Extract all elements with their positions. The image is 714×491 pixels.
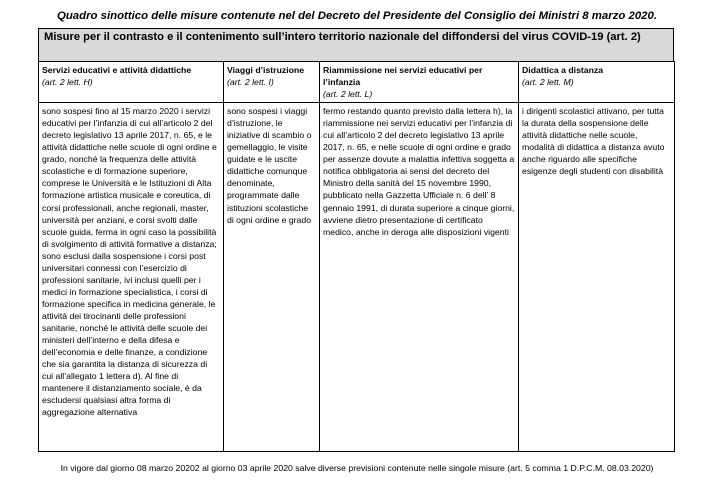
column-heading-cell (39, 62, 224, 103)
column-heading-cell (320, 62, 519, 103)
column-heading: Viaggi d’istruzione (227, 65, 305, 75)
column-heading-cell (224, 62, 320, 103)
column-heading: Didattica a distanza (522, 65, 604, 75)
column-content-row (39, 103, 675, 452)
section-header: Misure per il contrasto e il contenimento sull’intero territorio nazionale del diffondersi del virus COVID-19 (art. 2) (38, 28, 674, 62)
column-text: i dirigenti scolastici attivano, per tutta la durata della sospensione delle attività didattiche nelle scuole, modalità di didattica a distanza avuto anche riguardo alle specifiche esigenze degli studenti con disabilità (519, 103, 675, 452)
validity-footer: In vigore dal giorno 08 marzo 20202 al giorno 03 aprile 2020 salve diverse previsioni contenute nelle singole misure (art. 5 comma 1 D.P.C.M. 08.03.2020) (60, 463, 654, 473)
column-heading: Riammissione nei servizi educativi per l’infanzia (323, 65, 483, 88)
column-reference: (art. 2 lett. M) (522, 77, 574, 88)
column-headings-row (39, 62, 675, 103)
column-text: sono sospesi fino al 15 marzo 2020 i servizi educativi per l’infanzia di cui all’articolo 2 del decreto legislativo 13 aprile 2017, n. 65, e le attività didattiche nelle scuole di ogni ordine e grado, nonché la frequenza delle attività scolastiche e di formazione superiore, comprese le Università e le Istituzioni di Alta formazione artistica musicale e coreutica, di corsi professionali, anche regionali, master, università per anziani, e corsi svolti dalle scuole guida, ferma in ogni caso la possibilità di svolgimento di attività formative a distanza; sono esclusi dalla sospensione i corsi post universitari connessi con l’esercizio di professioni sanitarie, ivi inclusi quelli per i medici in formazione specialistica, i corsi di formazione specifica in medicina generale, le attività dei tirocinanti delle professioni sanitarie, nonché le attività delle scuole dei ministeri dell’interno e della difesa e dell’economia e delle finanze, a condizione che sia garantita la distanza di sicurezza di cui all’allegato 1 lettera d). Al fine di mantenere il distanziamento sociale, è da escludersi qualsiasi altra forma di aggregazione alternativa (39, 103, 224, 452)
column-heading-cell (519, 62, 675, 103)
measures-table (38, 61, 675, 452)
column-reference: (art. 2 lett. H) (42, 77, 93, 88)
column-text: sono sospesi i viaggi d’istruzione, le iniziative di scambio o gemellaggio, le visite guidate e le uscite didattiche comunque denominate, programmate dalle istituzioni scolastiche di ogni ordine e grado (224, 103, 320, 452)
column-heading: Servizi educativi e attività didattiche (42, 65, 192, 75)
column-reference: (art. 2 lett. I) (227, 77, 274, 88)
column-text: fermo restando quanto previsto dalla lettera h), la riammissione nei servizi educativi per l’infanzia di cui all’articolo 2 del decreto legislativo 13 aprile 2017, n. 65, e nelle scuole di ogni ordine e grado per assenze dovute a malattia infettiva soggetta a notifica obbligatoria ai sensi del decreto del Ministro della sanità del 15 novembre 1990, pubblicato nella Gazzetta Ufficiale n. 6 dell’ 8 gennaio 1991, di durata superiore a cinque giorni, avviene dietro presentazione di certificato medico, anche in deroga alle disposizioni vigenti (320, 103, 519, 452)
document-title: Quadro sinottico delle misure contenute nel del Decreto del Presidente del Consiglio dei Ministri 8 marzo 2020. (56, 10, 658, 22)
column-reference: (art. 2 lett. L) (323, 89, 373, 100)
